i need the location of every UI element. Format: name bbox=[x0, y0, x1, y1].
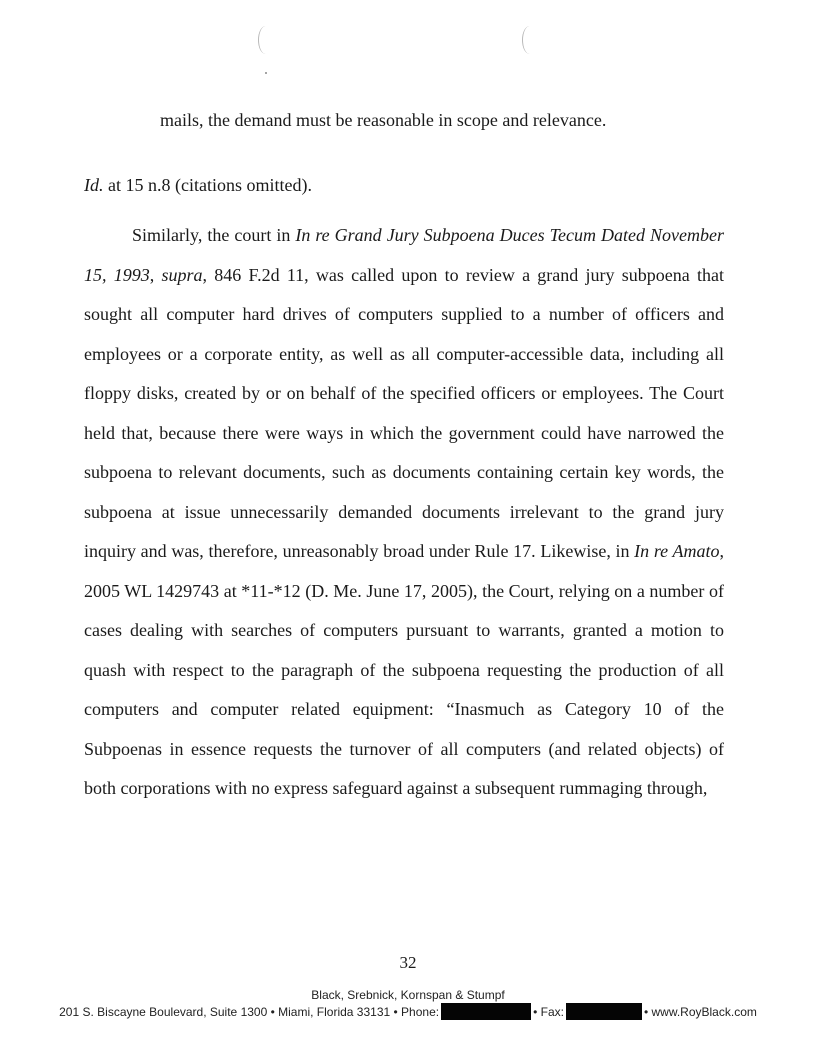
fax-redaction bbox=[566, 1003, 642, 1020]
paragraph-text: Similarly, the court in bbox=[132, 225, 296, 245]
firm-name: Black, Srebnick, Kornspan & Stumpf bbox=[311, 988, 505, 1002]
fax-label: • Fax: bbox=[533, 1004, 564, 1019]
body-paragraph bbox=[84, 216, 724, 809]
website-link[interactable]: • www.RoyBlack.com bbox=[643, 1004, 757, 1019]
id-citation: Id. bbox=[84, 175, 104, 195]
citation-line bbox=[84, 174, 312, 196]
citation-rest: at 15 n.8 (citations omitted). bbox=[103, 175, 312, 195]
block-quote: mails, the demand must be reasonable in scope and relevance. bbox=[160, 110, 607, 130]
address-line bbox=[0, 1003, 816, 1020]
phone-redaction bbox=[441, 1003, 531, 1020]
paragraph-text: , 2005 WL 1429743 at *11-*12 (D. Me. June 17, 2005), the Court, relying on a number of cases dealing with searches of computers pursuant to warrants, granted a motion to quash with respect to the paragraph of the subpoena requesting the production of all computers and computer related equipment: “Inasmuch as Category 10 of the Subpoenas in essence requests the turnover of all computers (and related objects) of both corporations with no express safeguard against a subsequent rummaging through, bbox=[84, 541, 724, 798]
paragraph-text: , bbox=[149, 264, 162, 285]
scan-artifact-mark bbox=[258, 26, 273, 54]
scan-speck bbox=[265, 72, 267, 74]
letterhead-footer bbox=[0, 988, 816, 1020]
supra-signal: supra bbox=[161, 264, 203, 285]
case-name: In re Amato bbox=[634, 541, 720, 561]
paragraph-text: , 846 F.2d 11, was called upon to review a grand jury subpoena that sought all computer hard drives of computers supplied to a number of officers and employees or a corporate entity, as well as all computer-accessible data, including all floppy disks, created by or on behalf of the specified officers or employees. The Court held that, because there were ways in which the government could have narrowed the subpoena to relevant documents, such as documents containing certain key words, the subpoena at issue unnecessarily demanded documents irrelevant to the grand jury inquiry and was, therefore, unreasonably broad under Rule 17. Likewise, in bbox=[84, 264, 725, 561]
scan-artifact-mark bbox=[522, 26, 537, 54]
address-text: 201 S. Biscayne Boulevard, Suite 1300 • Miami, Florida 33131 • Phone: bbox=[59, 1004, 440, 1019]
case-name: In re Grand Jury Subpoena Duces Tecum Dated November 15, 1993 bbox=[84, 225, 724, 285]
page-number: 32 bbox=[399, 953, 417, 972]
